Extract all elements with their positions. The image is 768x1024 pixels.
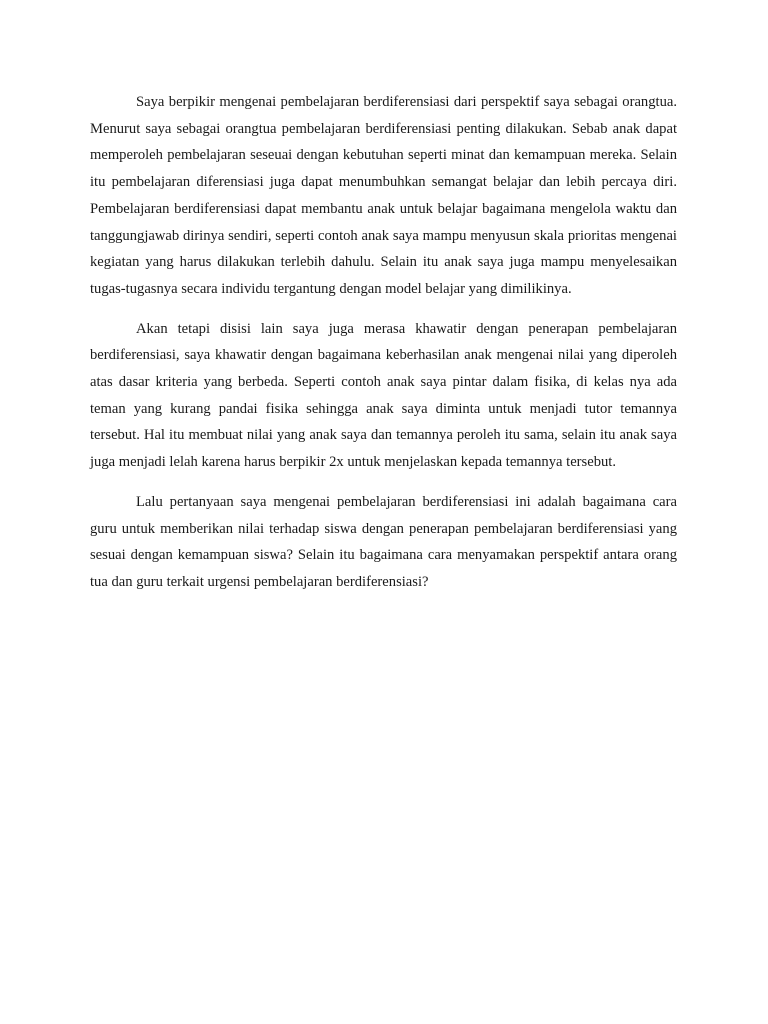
paragraph-concerns: Akan tetapi disisi lain saya juga merasa khawatir dengan penerapan pembelajaran berdiferensiasi, saya khawatir dengan bagaimana keberhasilan anak mengenai nilai yang diperoleh atas dasar kriteria yang berbeda. Seperti contoh anak saya pintar dalam fisika, di kelas nya ada teman yang kurang pandai fisika sehingga anak saya diminta untuk menjadi tutor temannya tersebut. Hal itu membuat nilai yang anak saya dan temannya peroleh itu sama, selain itu anak saya juga menjadi lelah karena harus berpikir 2x untuk menjelaskan kepada temannya tersebut. xyxy=(90,320,677,471)
paragraph-questions: Lalu pertanyaan saya mengenai pembelajaran berdiferensiasi ini adalah bagaimana cara guru untuk memberikan nilai terhadap siswa dengan penerapan pembelajaran berdiferensiasi yang sesuai dengan kemampuan siswa? Selain itu bagaimana cara menyamakan perspektif antara orang tua dan guru terkait urgensi pembelajaran berdiferensiasi? xyxy=(90,493,677,590)
document-body xyxy=(90,89,677,609)
paragraph-perspective-as-parent: Saya berpikir mengenai pembelajaran berdiferensiasi dari perspektif saya sebagai orangtua. Menurut saya sebagai orangtua pembelajaran berdiferensiasi penting dilakukan. Sebab anak dapat memperoleh pembelajaran seseuai dengan kebutuhan seperti minat dan kemampuan mereka. Selain itu pembelajaran diferensiasi juga dapat menumbuhkan semangat belajar dan lebih percaya diri. Pembelajaran berdiferensiasi dapat membantu anak untuk belajar bagaimana mengelola waktu dan tanggungjawab dirinya sendiri, seperti contoh anak saya mampu menyusun skala prioritas mengenai kegiatan yang harus dilakukan terlebih dahulu. Selain itu anak saya juga mampu menyelesaikan tugas-tugasnya secara individu tergantung dengan model belajar yang dimilikinya. xyxy=(90,94,677,297)
